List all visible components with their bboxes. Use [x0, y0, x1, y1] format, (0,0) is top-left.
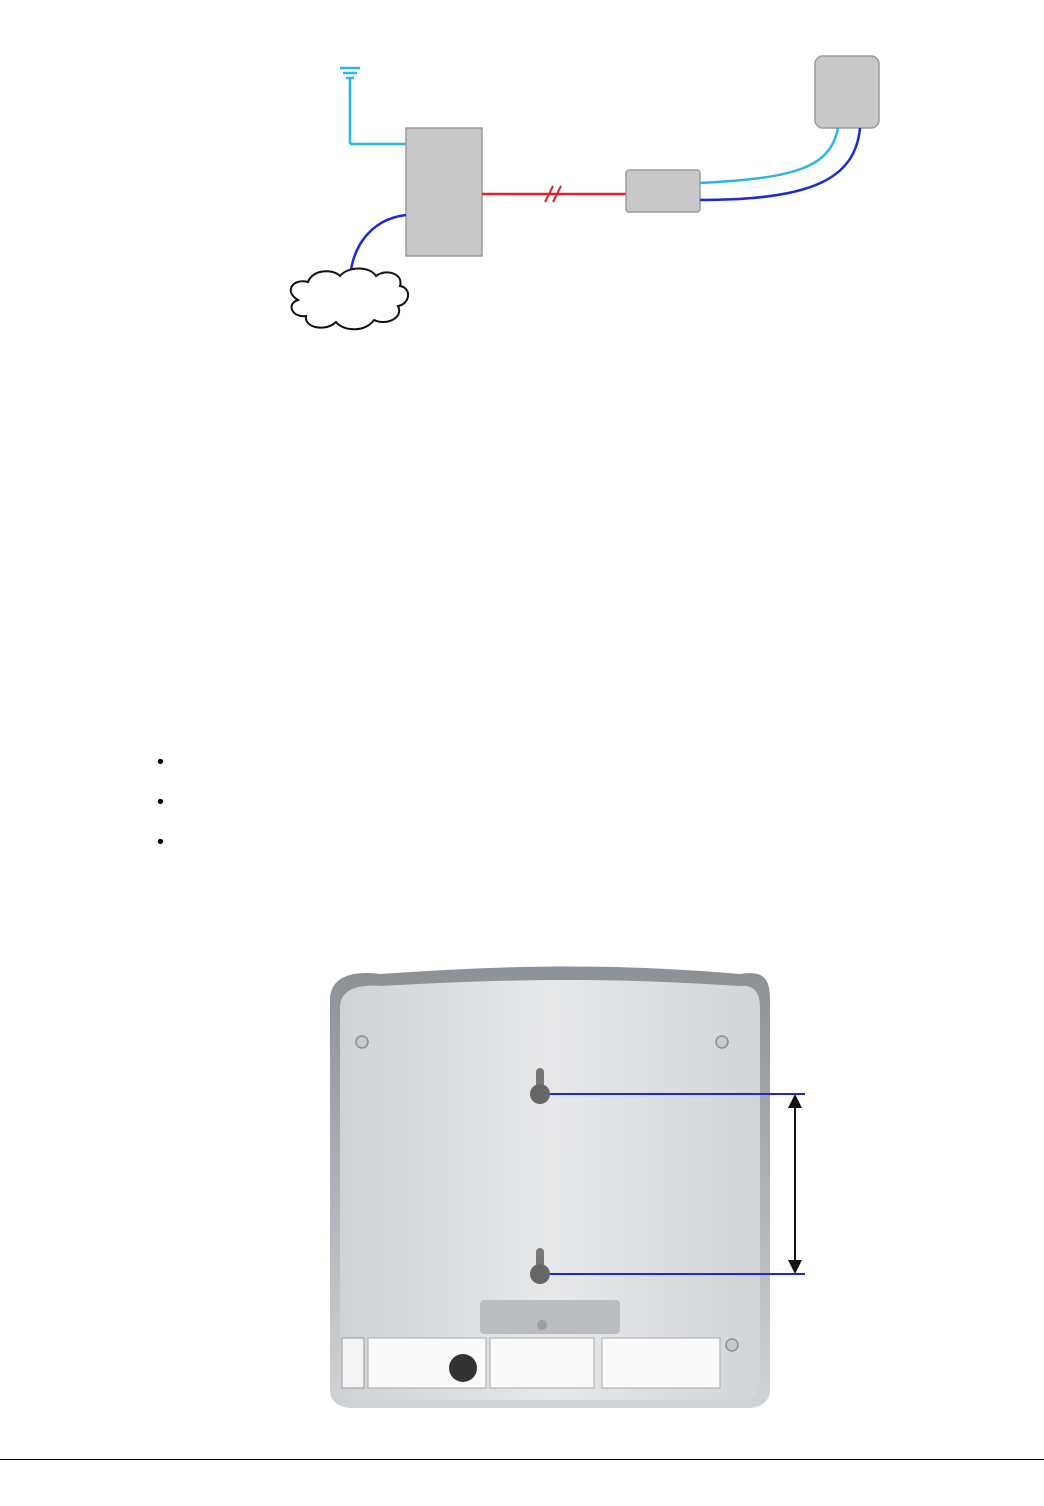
splitter-box — [626, 170, 700, 212]
footer-divider — [0, 1459, 1044, 1460]
mains-antenna-icon — [340, 68, 406, 144]
ap-back-panel — [340, 980, 760, 1400]
section-heading — [5, 568, 120, 597]
port-recess — [480, 1300, 620, 1334]
dc-cable — [700, 128, 838, 183]
power-connector-icon — [537, 1320, 547, 1330]
ap-box — [815, 56, 879, 128]
void-sticker — [342, 1338, 364, 1388]
poe-switch-box — [406, 128, 482, 256]
backhaul-cloud-icon — [291, 269, 408, 330]
poe-switch-diagram — [270, 50, 890, 350]
screw-icon — [716, 1036, 728, 1048]
ap-back-illustration — [320, 960, 880, 1415]
screw-icon — [356, 1036, 368, 1048]
screw-icon — [726, 1339, 738, 1351]
tuv-logo — [449, 1354, 477, 1382]
model-label — [490, 1338, 594, 1388]
